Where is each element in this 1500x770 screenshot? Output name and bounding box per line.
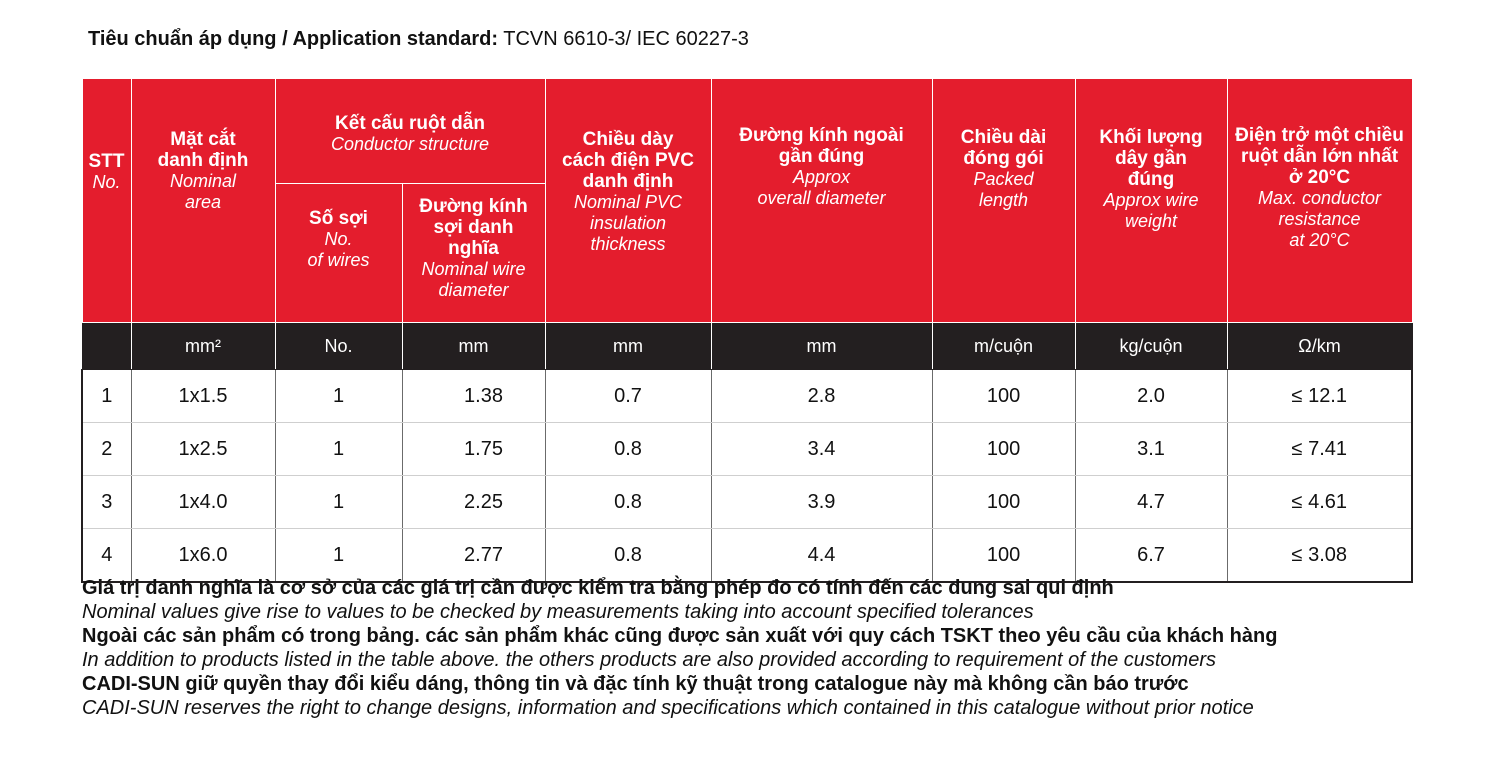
header-length-en-1: Packed xyxy=(973,169,1034,189)
unit-cell: Ω/km xyxy=(1227,323,1412,370)
table-cell: 0.8 xyxy=(545,529,711,583)
header-section-vn-1: Mặt cắt xyxy=(170,129,236,150)
unit-cell: m/cuộn xyxy=(932,323,1075,370)
header-wire-diameter xyxy=(402,184,545,323)
header-resistance-vn-3: ở 20°C xyxy=(1288,167,1351,188)
table-cell: 3.4 xyxy=(711,423,932,476)
note-en: In addition to products listed in the table above. the others products are also provided according to requirement of the customers xyxy=(82,649,1216,671)
header-wire-diameter-vn-1: Đường kính xyxy=(419,196,528,217)
note-en: CADI-SUN reserves the right to change designs, information and specifications which contained in this catalogue without prior notice xyxy=(82,697,1254,719)
table-cell: 1 xyxy=(275,423,402,476)
header-wires-en-1: No. xyxy=(324,229,353,249)
table-cell: 4.4 xyxy=(711,529,932,583)
table-cell: 0.7 xyxy=(545,370,711,423)
header-resistance-en-3: at 20°C xyxy=(1289,230,1350,250)
table-cell: ≤ 3.08 xyxy=(1227,529,1412,583)
header-stt xyxy=(82,79,131,323)
table-cell: 2.77 xyxy=(402,529,545,583)
spec-table xyxy=(81,78,1413,583)
table-cell: 1 xyxy=(275,370,402,423)
note-vn: Giá trị danh nghĩa là cơ sở của các giá trị cần được kiểm tra bằng phép đo có tính đến các dung sai qui định xyxy=(82,577,1114,599)
header-resistance-en-2: resistance xyxy=(1278,209,1361,229)
header-stt-en: No. xyxy=(92,172,121,192)
header-resistance-vn-1: Điện trở một chiều xyxy=(1235,125,1404,146)
header-section-en-2: area xyxy=(184,192,222,212)
table-cell: 2.8 xyxy=(711,370,932,423)
table-cell: 1x2.5 xyxy=(131,423,275,476)
table-cell: 0.8 xyxy=(545,423,711,476)
units-row xyxy=(82,323,1412,370)
table-row xyxy=(82,423,1412,476)
table-cell: 1x6.0 xyxy=(131,529,275,583)
unit-cell: mm xyxy=(402,323,545,370)
table-cell: 6.7 xyxy=(1075,529,1227,583)
header-conductor-en: Conductor structure xyxy=(330,134,490,154)
application-standard xyxy=(88,26,749,52)
table-cell: 3 xyxy=(82,476,131,529)
header-length-vn-2: đóng gói xyxy=(963,148,1044,169)
header-wire-diameter-vn-2: sợi danh xyxy=(433,217,514,238)
header-outer-diameter-en-1: Approx xyxy=(792,167,851,187)
table-cell: 4.7 xyxy=(1075,476,1227,529)
header-outer-diameter xyxy=(711,79,932,323)
table-cell: 1x1.5 xyxy=(131,370,275,423)
note-vn: Ngoài các sản phẩm có trong bảng. các sản phẩm khác cũng được sản xuất với quy cách TSKT theo yêu cầu của khách hàng xyxy=(82,625,1278,647)
header-insulation-vn-2: cách điện PVC xyxy=(562,150,695,171)
header-no-of-wires xyxy=(275,184,402,323)
table-cell: 1 xyxy=(275,529,402,583)
header-section-vn-2: danh định xyxy=(157,150,249,171)
table-cell: ≤ 4.61 xyxy=(1227,476,1412,529)
header-length-en-2: length xyxy=(978,190,1029,210)
table-cell: 3.9 xyxy=(711,476,932,529)
header-length-vn-1: Chiều dài xyxy=(960,127,1047,148)
header-section xyxy=(131,79,275,323)
header-stt-vn: STT xyxy=(88,151,125,172)
table-row xyxy=(82,476,1412,529)
header-packed-length xyxy=(932,79,1075,323)
header-outer-diameter-en-2: overall diameter xyxy=(757,188,886,208)
header-weight-vn-2: dây gần xyxy=(1115,148,1187,169)
table-cell: 1 xyxy=(82,370,131,423)
note-en: Nominal values give rise to values to be checked by measurements taking into account specified tolerances xyxy=(82,601,1034,623)
table-row xyxy=(82,529,1412,583)
header-insulation-en-1: Nominal PVC xyxy=(573,192,683,212)
header-conductor-structure xyxy=(275,79,545,184)
header-insulation-en-2: insulation xyxy=(589,213,667,233)
standard-label: Tiêu chuẩn áp dụng / Application standard: xyxy=(88,28,499,50)
table-cell: 1.75 xyxy=(402,423,545,476)
table-row xyxy=(82,370,1412,423)
table-cell: 100 xyxy=(932,370,1075,423)
table-cell: 2.0 xyxy=(1075,370,1227,423)
header-weight-en-2: weight xyxy=(1125,211,1178,231)
header-row-1 xyxy=(82,79,1412,184)
header-outer-diameter-vn-2: gần đúng xyxy=(778,146,865,167)
header-wire-diameter-vn-3: nghĩa xyxy=(448,238,499,259)
unit-cell: mm² xyxy=(131,323,275,370)
table-cell: ≤ 12.1 xyxy=(1227,370,1412,423)
table-cell: 100 xyxy=(932,476,1075,529)
header-insulation-en-3: thickness xyxy=(590,234,666,254)
unit-cell: kg/cuộn xyxy=(1075,323,1227,370)
header-conductor-vn: Kết cấu ruột dẫn xyxy=(335,113,485,134)
header-resistance-vn-2: ruột dẫn lớn nhất xyxy=(1240,146,1399,167)
header-insulation xyxy=(545,79,711,323)
header-wire-diameter-en-1: Nominal wire xyxy=(421,259,526,279)
standard-value: TCVN 6610-3/ IEC 60227-3 xyxy=(498,28,749,50)
note-vn: CADI-SUN giữ quyền thay đổi kiểu dáng, thông tin và đặc tính kỹ thuật trong catalogue này mà không cần báo trước xyxy=(82,673,1189,695)
header-wires-en-2: of wires xyxy=(307,250,370,270)
unit-cell: mm xyxy=(711,323,932,370)
header-resistance-en-1: Max. conductor xyxy=(1257,188,1382,208)
header-insulation-vn-3: danh định xyxy=(582,171,674,192)
header-section-en-1: Nominal xyxy=(169,171,237,191)
header-wire-weight xyxy=(1075,79,1227,323)
unit-cell: No. xyxy=(275,323,402,370)
header-outer-diameter-vn-1: Đường kính ngoài xyxy=(739,125,904,146)
unit-cell: mm xyxy=(545,323,711,370)
table-cell: ≤ 7.41 xyxy=(1227,423,1412,476)
header-wire-diameter-en-2: diameter xyxy=(438,280,509,300)
table-cell: 2 xyxy=(82,423,131,476)
unit-cell xyxy=(82,323,131,370)
table-cell: 4 xyxy=(82,529,131,583)
table-cell: 1x4.0 xyxy=(131,476,275,529)
header-weight-vn-1: Khối lượng xyxy=(1099,127,1203,148)
table-cell: 100 xyxy=(932,529,1075,583)
header-insulation-vn-1: Chiều dày xyxy=(582,129,674,150)
table-cell: 0.8 xyxy=(545,476,711,529)
header-wires-vn: Số sợi xyxy=(309,208,368,229)
table-cell: 2.25 xyxy=(402,476,545,529)
table-cell: 100 xyxy=(932,423,1075,476)
header-weight-en-1: Approx wire xyxy=(1103,190,1199,210)
table-cell: 1 xyxy=(275,476,402,529)
header-resistance xyxy=(1227,79,1412,323)
table-cell: 3.1 xyxy=(1075,423,1227,476)
footnotes xyxy=(82,576,1482,720)
header-weight-vn-3: đúng xyxy=(1127,169,1175,190)
table-cell: 1.38 xyxy=(402,370,545,423)
